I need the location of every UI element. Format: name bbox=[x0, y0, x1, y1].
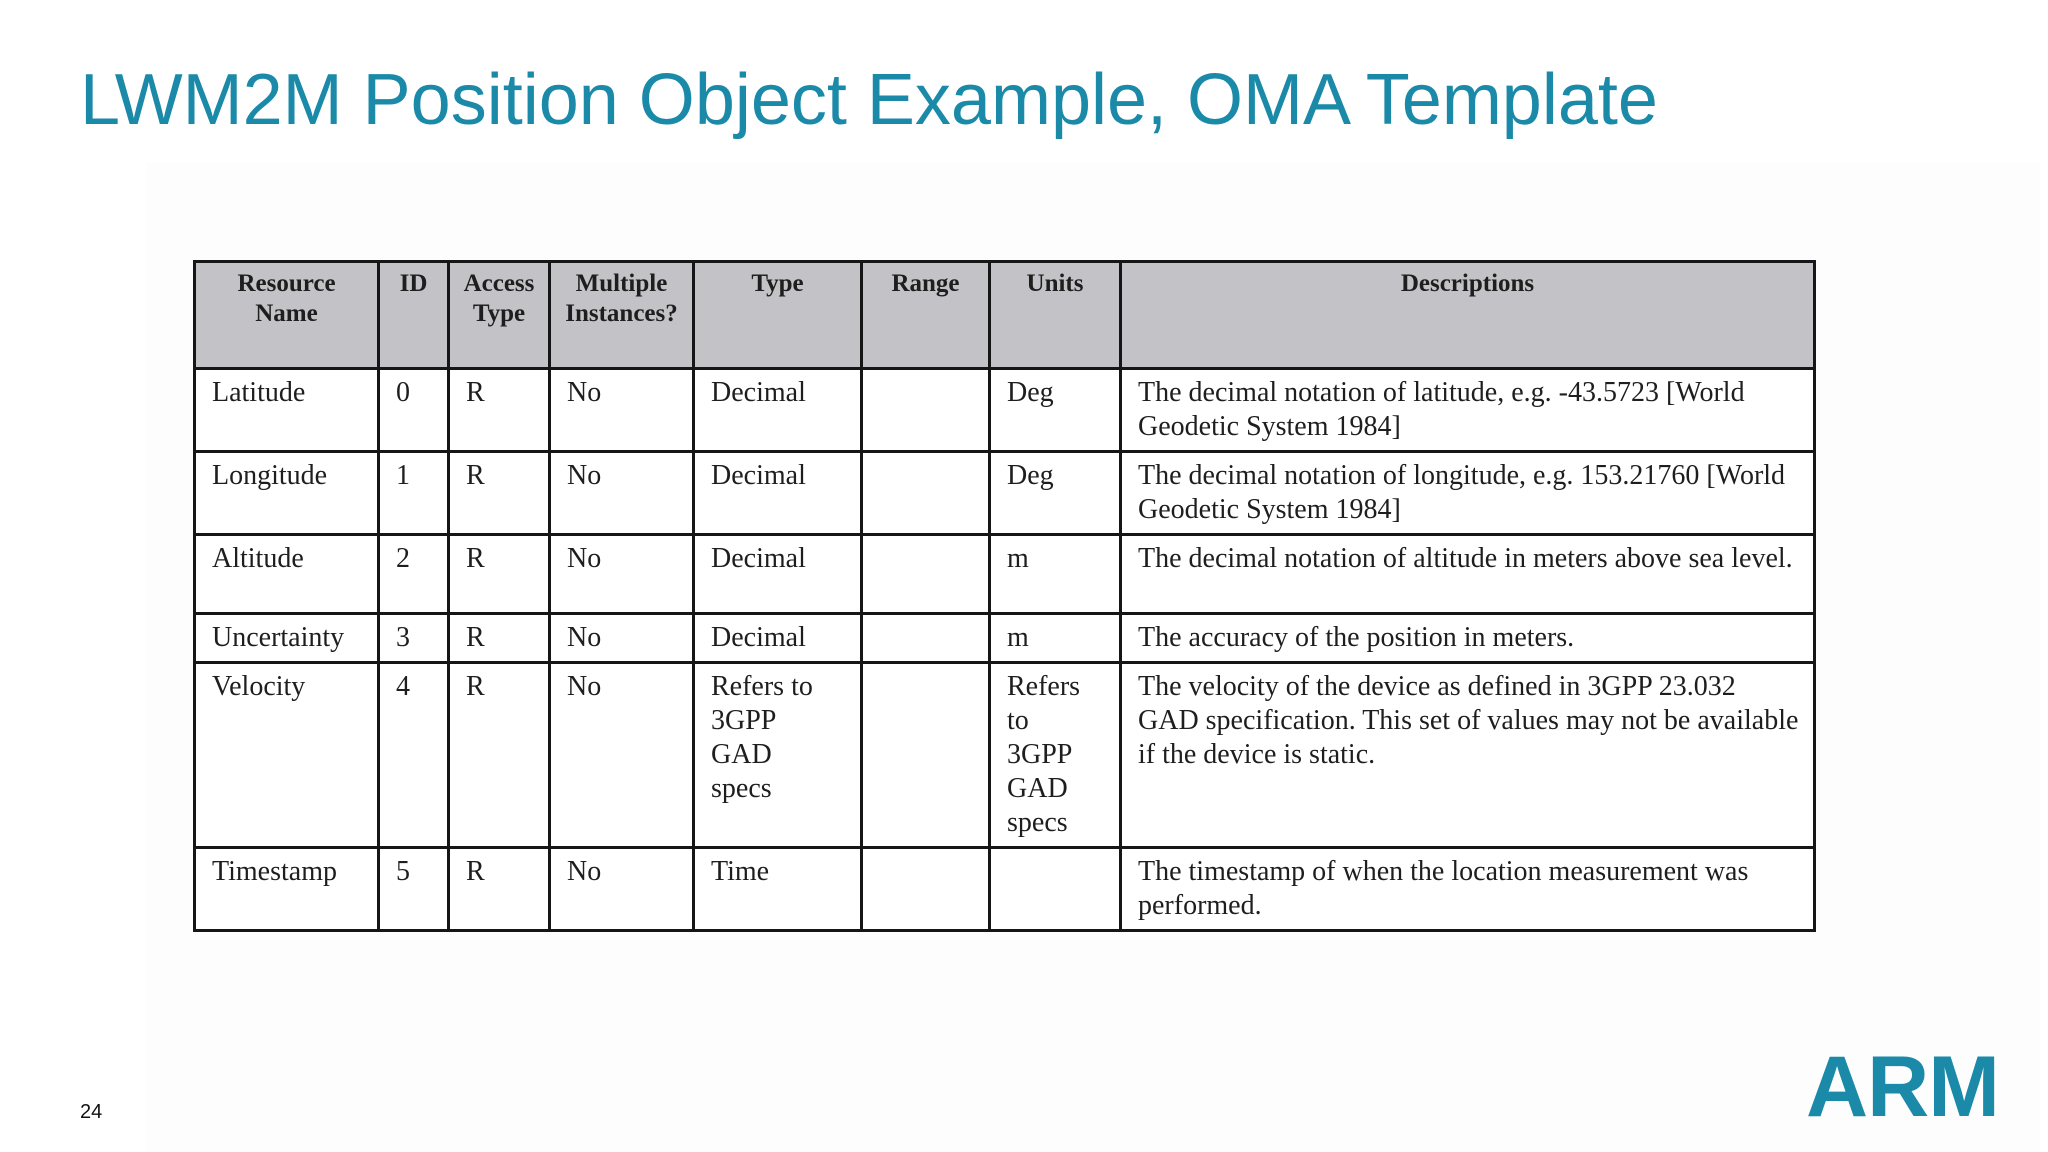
cell-access-type: R bbox=[449, 614, 550, 663]
cell-range bbox=[862, 369, 990, 452]
cell-description: The accuracy of the position in meters. bbox=[1121, 614, 1815, 663]
table-row bbox=[195, 452, 1815, 535]
cell-type: Decimal bbox=[694, 452, 862, 535]
cell-access-type: R bbox=[449, 452, 550, 535]
table-row bbox=[195, 848, 1815, 931]
table-header-row bbox=[195, 262, 1815, 369]
table-row bbox=[195, 369, 1815, 452]
header-units: Units bbox=[990, 262, 1121, 369]
header-resource-name: Resource Name bbox=[195, 262, 379, 369]
cell-units: m bbox=[990, 535, 1121, 614]
cell-resource-name: Velocity bbox=[195, 663, 379, 848]
cell-range bbox=[862, 535, 990, 614]
cell-description: The decimal notation of longitude, e.g. 153.21760 [World Geodetic System 1984] bbox=[1121, 452, 1815, 535]
cell-type: Decimal bbox=[694, 369, 862, 452]
header-descriptions: Descriptions bbox=[1121, 262, 1815, 369]
cell-description: The decimal notation of altitude in meters above sea level. bbox=[1121, 535, 1815, 614]
cell-id: 4 bbox=[379, 663, 449, 848]
cell-multiple-instances: No bbox=[550, 614, 694, 663]
cell-multiple-instances: No bbox=[550, 535, 694, 614]
cell-resource-name: Timestamp bbox=[195, 848, 379, 931]
header-range: Range bbox=[862, 262, 990, 369]
cell-id: 1 bbox=[379, 452, 449, 535]
cell-type: Time bbox=[694, 848, 862, 931]
header-multiple-instances: Multiple Instances? bbox=[550, 262, 694, 369]
cell-id: 2 bbox=[379, 535, 449, 614]
slide-title: LWM2M Position Object Example, OMA Template bbox=[80, 60, 1658, 140]
cell-id: 5 bbox=[379, 848, 449, 931]
table-row bbox=[195, 535, 1815, 614]
cell-id: 0 bbox=[379, 369, 449, 452]
cell-id: 3 bbox=[379, 614, 449, 663]
cell-units: m bbox=[990, 614, 1121, 663]
cell-access-type: R bbox=[449, 369, 550, 452]
page-number: 24 bbox=[80, 1101, 103, 1123]
cell-type: Refers to 3GPP GAD specs bbox=[694, 663, 862, 848]
cell-range bbox=[862, 663, 990, 848]
cell-access-type: R bbox=[449, 663, 550, 848]
cell-resource-name: Altitude bbox=[195, 535, 379, 614]
cell-type: Decimal bbox=[694, 614, 862, 663]
cell-units: Refers to 3GPP GAD specs bbox=[990, 663, 1121, 848]
cell-access-type: R bbox=[449, 535, 550, 614]
header-type: Type bbox=[694, 262, 862, 369]
cell-resource-name: Latitude bbox=[195, 369, 379, 452]
cell-description: The decimal notation of latitude, e.g. -43.5723 [World Geodetic System 1984] bbox=[1121, 369, 1815, 452]
table-row bbox=[195, 663, 1815, 848]
cell-range bbox=[862, 614, 990, 663]
cell-multiple-instances: No bbox=[550, 369, 694, 452]
cell-units: Deg bbox=[990, 369, 1121, 452]
arm-logo: ARM bbox=[1806, 1039, 1999, 1135]
cell-multiple-instances: No bbox=[550, 848, 694, 931]
cell-type: Decimal bbox=[694, 535, 862, 614]
header-access-type: Access Type bbox=[449, 262, 550, 369]
cell-description: The timestamp of when the location measurement was performed. bbox=[1121, 848, 1815, 931]
table-row bbox=[195, 614, 1815, 663]
cell-access-type: R bbox=[449, 848, 550, 931]
cell-multiple-instances: No bbox=[550, 663, 694, 848]
header-id: ID bbox=[379, 262, 449, 369]
cell-multiple-instances: No bbox=[550, 452, 694, 535]
cell-range bbox=[862, 452, 990, 535]
cell-units bbox=[990, 848, 1121, 931]
cell-units: Deg bbox=[990, 452, 1121, 535]
cell-resource-name: Longitude bbox=[195, 452, 379, 535]
cell-range bbox=[862, 848, 990, 931]
cell-resource-name: Uncertainty bbox=[195, 614, 379, 663]
cell-description: The velocity of the device as defined in 3GPP 23.032 GAD specification. This set of values may not be available if the device is static. bbox=[1121, 663, 1815, 848]
position-object-table bbox=[193, 260, 1816, 932]
